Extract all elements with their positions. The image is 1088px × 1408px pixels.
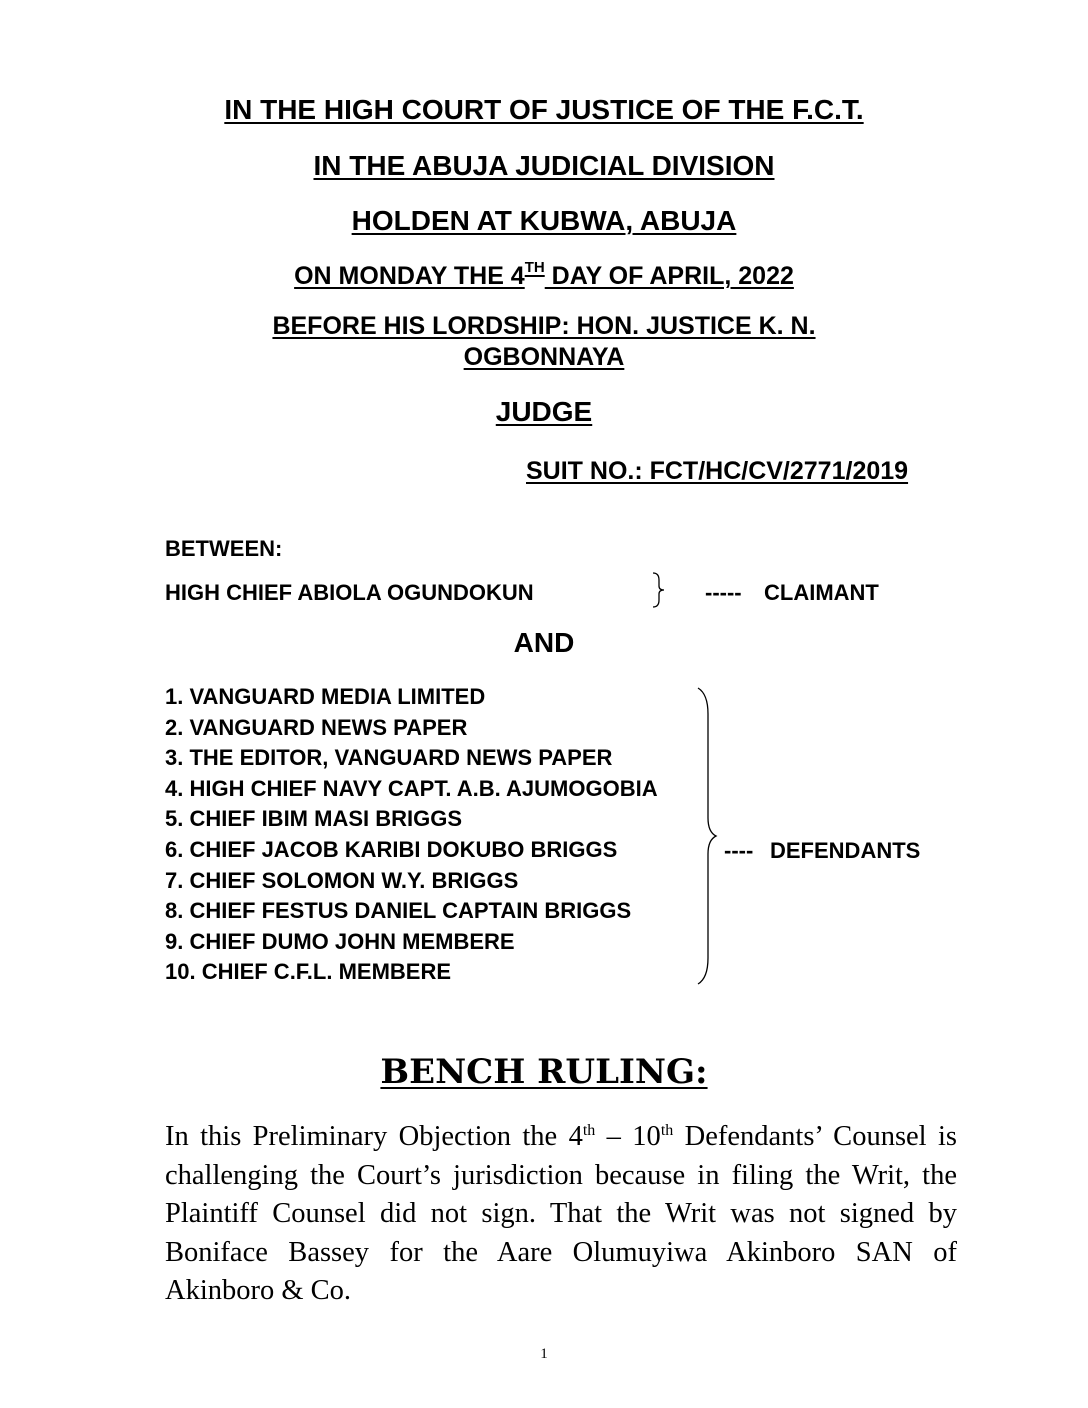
- ruling-title: BENCH RULING:: [380, 1052, 708, 1092]
- defendant-item: 8. CHIEF FESTUS DANIEL CAPTAIN BRIGGS: [165, 898, 632, 924]
- defendant-item: 5. CHIEF IBIM MASI BRIGGS: [165, 806, 463, 832]
- ruling-text-2: – 10: [595, 1121, 661, 1152]
- defendants-role: DEFENDANTS: [770, 838, 921, 863]
- date-sup: TH: [524, 259, 545, 276]
- defendants-brace-icon: [692, 686, 722, 986]
- court-heading: IN THE HIGH COURT OF JUSTICE OF THE F.C.T.: [224, 94, 864, 125]
- defendant-item: 4. HIGH CHIEF NAVY CAPT. A.B. AJUMOGOBIA: [165, 775, 658, 801]
- ruling-sup-2: th: [660, 1122, 674, 1139]
- ruling-text-1: In this Preliminary Objection the 4: [165, 1121, 583, 1152]
- ruling-text-3: Defendants’ Counsel is challenging the Court’s jurisdiction because in filing the Writ, the Plaintiff Counsel did not sign. That the Writ was not signed by Boniface Bassey for the Aare Olumuyiwa Akinboro SAN of Akinboro & Co.: [165, 1121, 957, 1306]
- defendant-item: 1. VANGUARD MEDIA LIMITED: [165, 684, 486, 709]
- date-suffix: DAY OF APRIL, 2022: [544, 262, 794, 290]
- defendants-dashes: ----: [724, 838, 754, 863]
- and-separator: AND: [513, 627, 575, 658]
- page-number: 1: [540, 1346, 548, 1362]
- suit-number: SUIT NO.: FCT/HC/CV/2771/2019: [526, 457, 909, 485]
- before-line-1: BEFORE HIS LORDSHIP: HON. JUSTICE K. N.: [272, 312, 816, 340]
- defendant-item: 3. THE EDITOR, VANGUARD NEWS PAPER: [165, 745, 613, 771]
- claimant-dashes: -----: [705, 580, 742, 605]
- division-heading: IN THE ABUJA JUDICIAL DIVISION: [313, 150, 775, 181]
- between-label: BETWEEN:: [165, 536, 283, 561]
- ruling-sup-1: th: [582, 1122, 596, 1139]
- defendant-item: 9. CHIEF DUMO JOHN MEMBERE: [165, 928, 515, 954]
- date-heading: [0, 259, 1088, 291]
- holden-heading: HOLDEN AT KUBWA, ABUJA: [351, 205, 737, 236]
- ruling-paragraph: [165, 1118, 957, 1311]
- defendant-item: 6. CHIEF JACOB KARIBI DOKUBO BRIGGS: [165, 836, 618, 862]
- defendants-list: [165, 682, 658, 988]
- defendant-item: 10. CHIEF C.F.L. MEMBERE: [165, 959, 452, 985]
- date-prefix: ON MONDAY THE 4: [294, 262, 525, 290]
- defendant-item: 2. VANGUARD NEWS PAPER: [165, 714, 468, 740]
- claimant-brace-icon: [648, 572, 668, 608]
- defendant-item: 7. CHIEF SOLOMON W.Y. BRIGGS: [165, 867, 519, 893]
- claimant-name: HIGH CHIEF ABIOLA OGUNDOKUN: [165, 580, 534, 605]
- claimant-role: CLAIMANT: [764, 580, 879, 605]
- judge-heading: JUDGE: [495, 396, 593, 427]
- before-line-2: OGBONNAYA: [463, 343, 625, 371]
